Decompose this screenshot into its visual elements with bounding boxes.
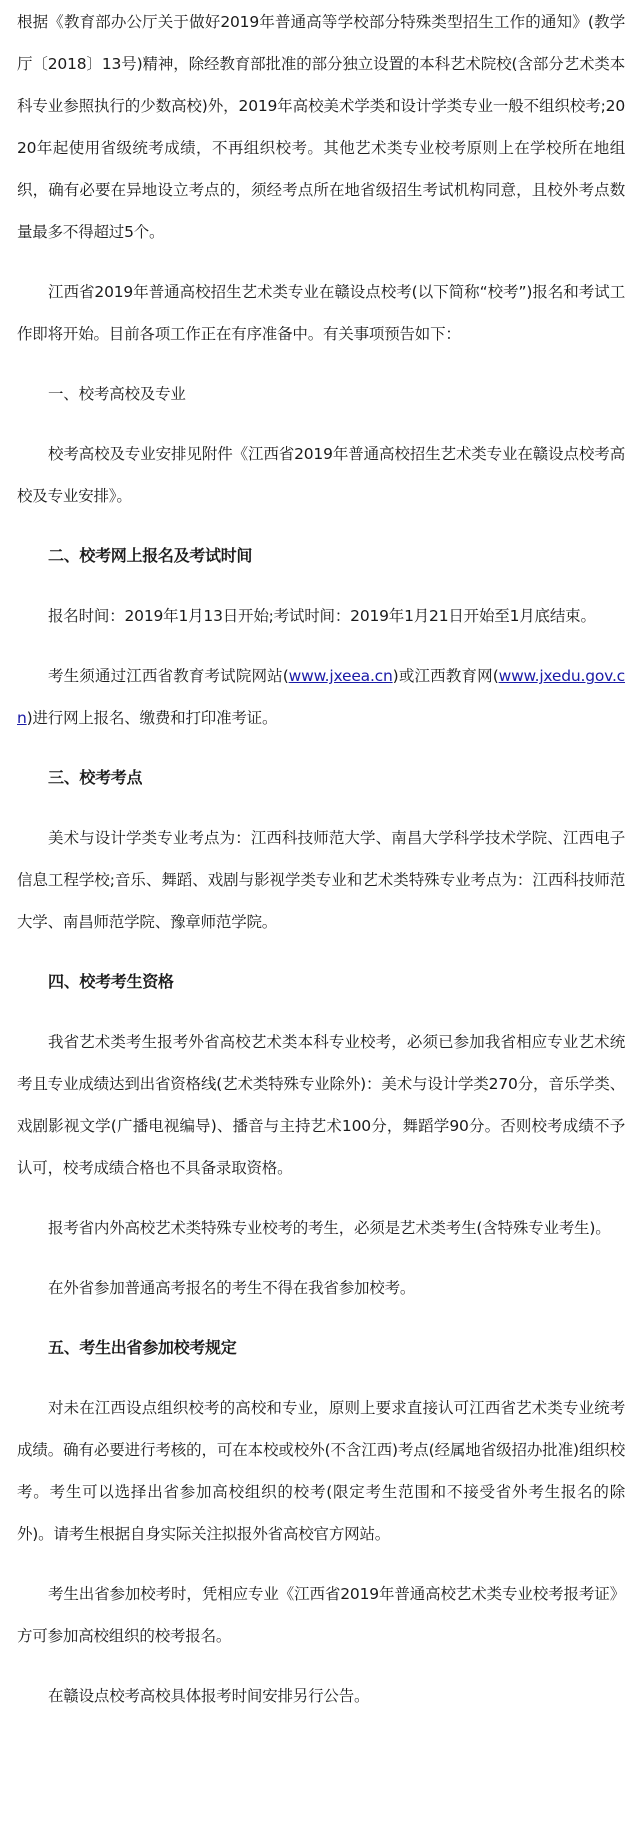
section5-title: 五、考生出省参加校考规定	[48, 1338, 237, 1357]
notice-paragraph: 江西省2019年普通高校招生艺术类专业在赣设点校考(以下简称“校考”)报名和考试工作即将开始。目前各项工作正在有序准备中。有关事项预告如下：	[17, 283, 625, 343]
jxedu-link[interactable]: www.jxedu.gov.cn	[17, 667, 625, 727]
registration-text-before: 考生须通过江西省教育考试院网站(	[48, 667, 289, 685]
section2-time-paragraph: 报名时间：2019年1月13日开始;考试时间：2019年1月21日开始至1月底结束。	[48, 607, 596, 625]
section4-paragraph-2: 报考省内外高校艺术类特殊专业校考的考生，必须是艺术类考生(含特殊专业考生)。	[48, 1219, 611, 1237]
section4-title: 四、校考考生资格	[48, 972, 174, 991]
registration-text-after: )进行网上报名、缴费和打印准考证。	[26, 709, 278, 727]
jxeea-link[interactable]: www.jxeea.cn	[288, 667, 393, 685]
section3-paragraph: 美术与设计学类专业考点为：江西科技师范大学、南昌大学科学技术学院、江西电子信息工程学校;音乐、舞蹈、戏剧与影视学类专业和艺术类特殊专业考点为：江西科技师范大学、南昌师范学院、豫章师范学院。	[17, 829, 625, 931]
section2-title: 二、校考网上报名及考试时间	[48, 546, 253, 565]
section3-title: 三、校考考点	[48, 768, 143, 787]
section1-title: 一、校考高校及专业	[48, 385, 186, 403]
section5-paragraph-2: 考生出省参加校考时，凭相应专业《江西省2019年普通高校艺术类专业校考报考证》方可参加高校组织的校考报名。	[17, 1585, 625, 1645]
section2-registration-paragraph	[17, 655, 625, 739]
registration-text-between: )或江西教育网(	[392, 667, 499, 685]
section4-paragraph-3: 在外省参加普通高考报名的考生不得在我省参加校考。	[48, 1279, 416, 1297]
article-body	[0, 1, 640, 1717]
section5-paragraph-3: 在赣设点校考高校具体报考时间安排另行公告。	[48, 1687, 370, 1705]
intro-paragraph: 根据《教育部办公厅关于做好2019年普通高等学校部分特殊类型招生工作的通知》(教学厅〔2018〕13号)精神，除经教育部批准的部分独立设置的本科艺术院校(含部分艺术类本科专业参照执行的少数高校)外，2019年高校美术学类和设计学类专业一般不组织校考;2020年起使用省级统考成绩，不再组织校考。其他艺术类专业校考原则上在学校所在地组织，确有必要在异地设立考点的，须经考点所在地省级招生考试机构同意，且校外考点数量最多不得超过5个。	[17, 13, 625, 241]
section4-paragraph-1: 我省艺术类考生报考外省高校艺术类本科专业校考，必须已参加我省相应专业艺术统考且专业成绩达到出省资格线(艺术类特殊专业除外)：美术与设计学类270分，音乐学类、戏剧影视文学(广播电视编导)、播音与主持艺术100分，舞蹈学90分。否则校考成绩不予认可，校考成绩合格也不具备录取资格。	[17, 1033, 625, 1177]
section1-paragraph: 校考高校及专业安排见附件《江西省2019年普通高校招生艺术类专业在赣设点校考高校及专业安排》。	[17, 445, 625, 505]
section5-paragraph-1: 对未在江西设点组织校考的高校和专业，原则上要求直接认可江西省艺术类专业统考成绩。确有必要进行考核的，可在本校或校外(不含江西)考点(经属地省级招办批准)组织校考。考生可以选择出省参加高校组织的校考(限定考生范围和不接受省外考生报名的除外)。请考生根据自身实际关注拟报外省高校官方网站。	[17, 1399, 625, 1543]
